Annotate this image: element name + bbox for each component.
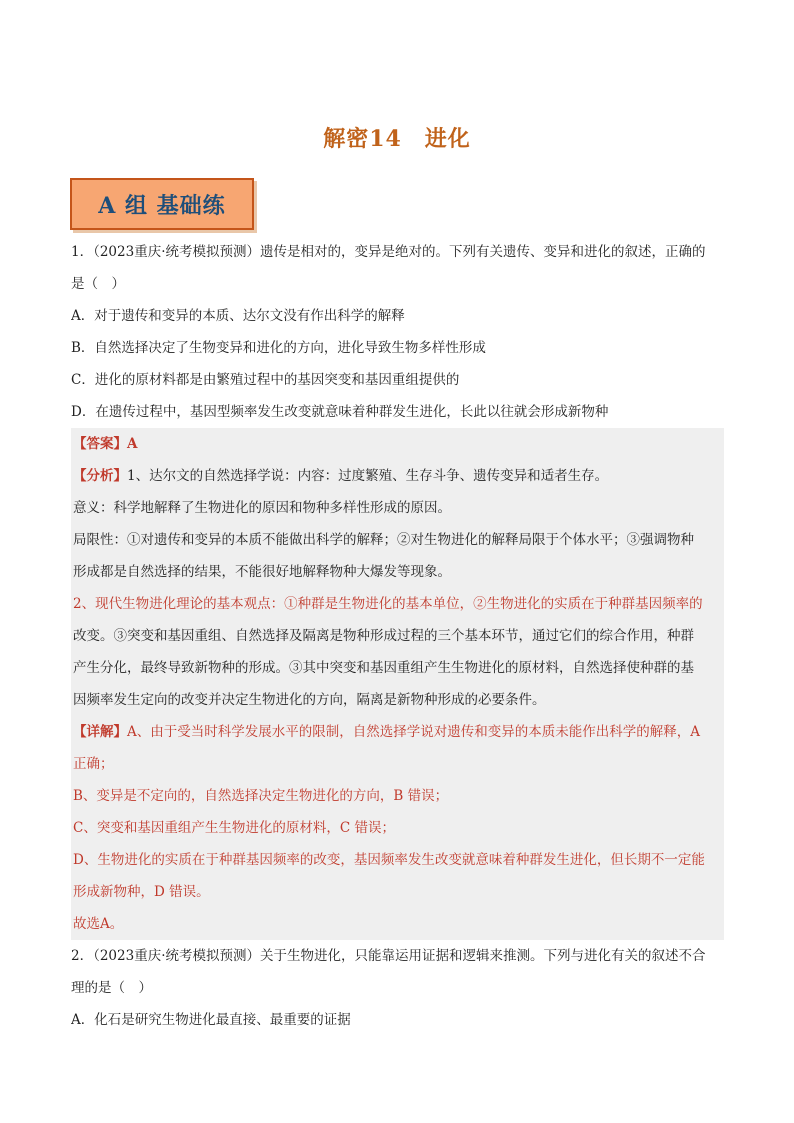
analysis-line-8: 因频率发生定向的改变并决定生物进化的方向，隔离是新物种形成的必要条件。 [73, 692, 546, 708]
q1-option-d: D．在遗传过程中，基因型频率发生改变就意味着种群发生进化，长此以往就会形成新物种 [71, 404, 609, 420]
analysis-line-4: 形成都是自然选择的结果，不能很好地解释物种大爆发等现象。 [73, 564, 451, 580]
q2-stem-line-2: 理的是（ ） [71, 980, 152, 996]
detail-line-3: B、变异是不定向的，自然选择决定生物进化的方向，B 错误； [73, 788, 449, 804]
analysis-line-6: 改变。③突变和基因重组、自然选择及隔离是物种形成过程的三个基本环节，通过它们的综合作用，种群 [73, 628, 694, 644]
analysis-text-5b: ①种群是生物进化的基本单位，②生物进化的实质在于种群基因频率的 [284, 596, 703, 612]
q1-answer-line [71, 428, 724, 460]
analysis-line-5 [71, 588, 724, 620]
detail-line-2: 正确； [73, 756, 114, 772]
analysis-text-5a: 2、现代生物进化理论的基本观点： [73, 596, 285, 612]
detail-label: 【详解】 [73, 724, 127, 740]
analysis-line-2: 意义：科学地解释了生物进化的原因和物种多样性形成的原因。 [73, 500, 451, 516]
analysis-line-7: 产生分化，最终导致新物种的形成。③其中突变和基因重组产生生物进化的原材料，自然选择使种群的基 [73, 660, 694, 676]
analysis-text-1: 1、达尔文的自然选择学说：内容：过度繁殖、生存斗争、遗传变异和适者生存。 [127, 468, 609, 484]
answer-value: A [127, 436, 138, 452]
q2-option-a: A．化石是研究生物进化最直接、最重要的证据 [71, 1012, 351, 1028]
detail-line-5: D、生物进化的实质在于种群基因频率的改变，基因频率发生改变就意味着种群发生进化，但长期不一定能 [73, 852, 705, 868]
detail-line-6: 形成新物种，D 错误。 [73, 884, 210, 900]
section-header-box [70, 178, 254, 230]
detail-line-7: 故选A。 [73, 916, 124, 932]
q1-option-a: A．对于遗传和变异的本质、达尔文没有作出科学的解释 [71, 308, 405, 324]
section-header-label: A 组 基础练 [98, 192, 226, 219]
question-content [71, 236, 724, 1036]
q2-stem-line-1: 2．（2023重庆·统考模拟预测）关于生物进化，只能靠运用证据和逻辑来推测。下列与进化有关的叙述不合 [71, 948, 706, 964]
analysis-line-1 [71, 460, 724, 492]
detail-text-1: A、由于受当时科学发展水平的限制，自然选择学说对遗传和变异的本质未能作出科学的解释，A [127, 724, 700, 740]
page-title: 解密14 进化 [323, 126, 471, 152]
q1-answer-block [71, 428, 724, 940]
answer-label: 【答案】 [73, 436, 127, 452]
detail-line-1 [71, 716, 724, 748]
detail-line-4: C、突变和基因重组产生生物进化的原材料，C 错误； [73, 820, 395, 836]
q1-stem-line-1: 1．（2023重庆·统考模拟预测）遗传是相对的，变异是绝对的。下列有关遗传、变异和进化的叙述，正确的 [71, 244, 706, 260]
q1-option-b: B．自然选择决定了生物变异和进化的方向，进化导致生物多样性形成 [71, 340, 486, 356]
analysis-label: 【分析】 [73, 468, 127, 484]
analysis-line-3: 局限性：①对遗传和变异的本质不能做出科学的解释；②对生物进化的解释局限于个体水平；③强调物种 [73, 532, 694, 548]
q1-option-c: C．进化的原材料都是由繁殖过程中的基因突变和基因重组提供的 [71, 372, 460, 388]
q1-stem-line-2: 是（ ） [71, 276, 125, 292]
